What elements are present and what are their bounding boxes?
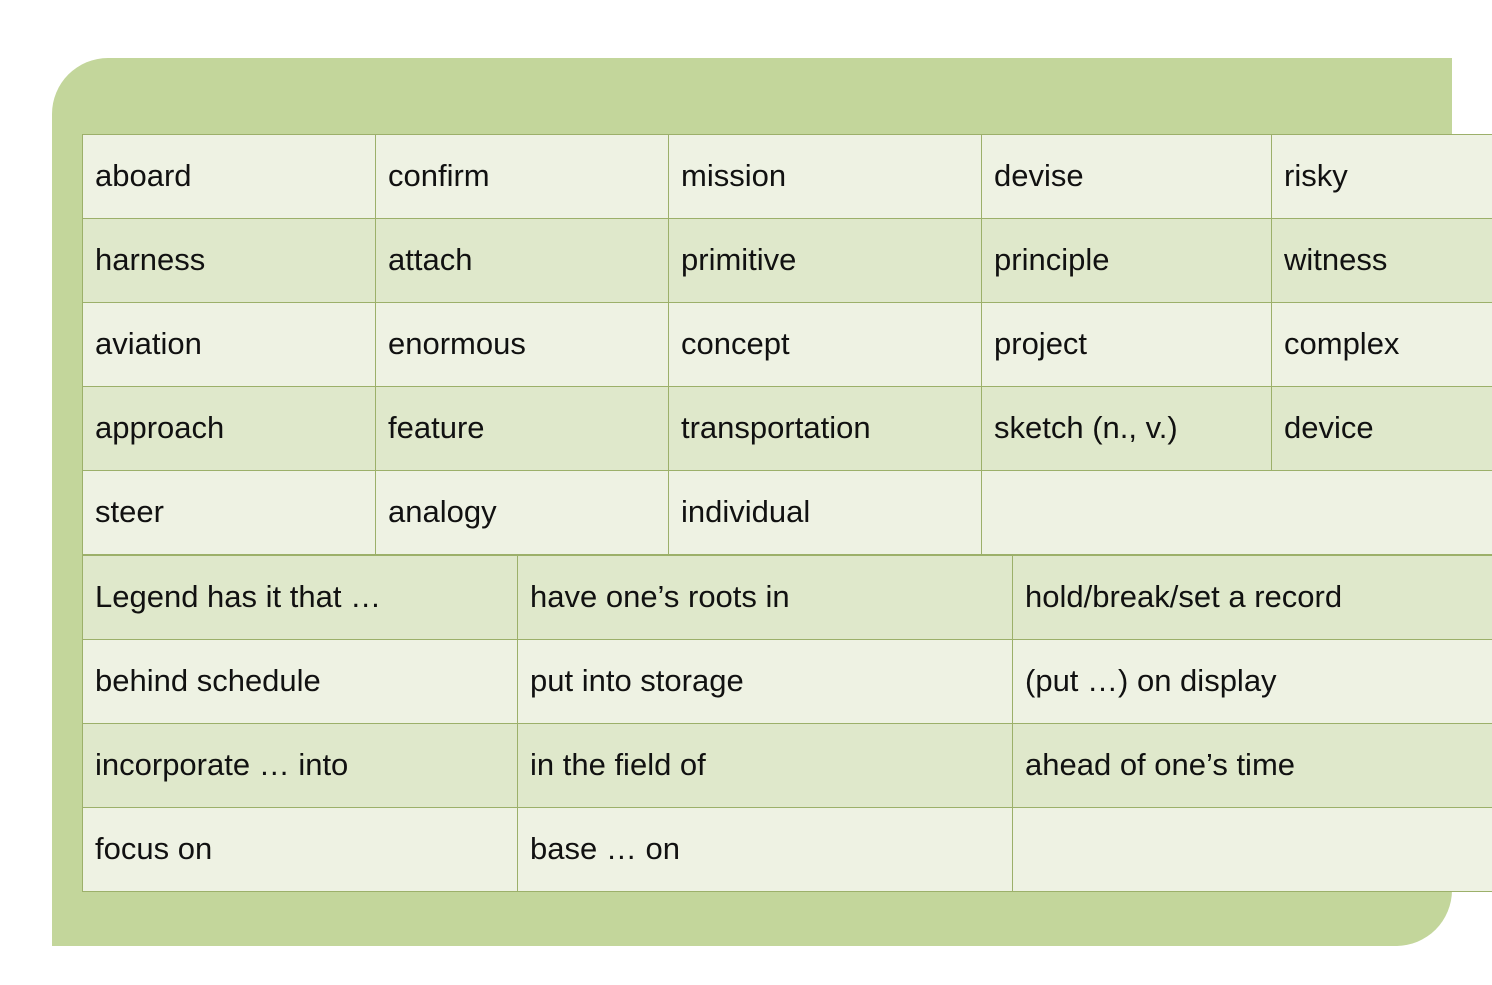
phrase-cell: in the field of <box>518 724 1013 808</box>
word-cell: aboard <box>83 135 376 219</box>
phrase-cell: ahead of one’s time <box>1013 724 1492 808</box>
table-row <box>83 135 1492 219</box>
phrase-cell: incorporate … into <box>83 724 518 808</box>
table-row <box>83 303 1492 387</box>
phrase-cell: have one’s roots in <box>518 556 1013 640</box>
word-cell: harness <box>83 219 376 303</box>
word-cell: aviation <box>83 303 376 387</box>
word-cell: analogy <box>376 471 669 555</box>
phrase-cell: Legend has it that … <box>83 556 518 640</box>
word-cell: witness <box>1272 219 1492 303</box>
phrase-cell: base … on <box>518 808 1013 892</box>
word-cell: complex <box>1272 303 1492 387</box>
word-cell: enormous <box>376 303 669 387</box>
word-cell: primitive <box>669 219 982 303</box>
table-row <box>83 387 1492 471</box>
word-cell: approach <box>83 387 376 471</box>
word-cell: feature <box>376 387 669 471</box>
word-cell: transportation <box>669 387 982 471</box>
phrase-cell: focus on <box>83 808 518 892</box>
table-row <box>83 724 1492 808</box>
word-cell: steer <box>83 471 376 555</box>
table-row <box>83 808 1492 892</box>
vocabulary-phrase-table <box>82 555 1492 892</box>
word-cell: project <box>982 303 1272 387</box>
table-row <box>83 640 1492 724</box>
word-cell: mission <box>669 135 982 219</box>
word-cell: risky <box>1272 135 1492 219</box>
table-row <box>83 471 1492 555</box>
phrase-cell: hold/break/set a record <box>1013 556 1492 640</box>
phrase-cell: behind schedule <box>83 640 518 724</box>
word-cell: principle <box>982 219 1272 303</box>
word-cell: sketch (n., v.) <box>982 387 1272 471</box>
phrase-cell: (put …) on display <box>1013 640 1492 724</box>
empty-cell <box>1013 808 1492 892</box>
vocabulary-table-wrapper <box>82 134 1418 892</box>
word-cell: individual <box>669 471 982 555</box>
table-row <box>83 219 1492 303</box>
word-cell: device <box>1272 387 1492 471</box>
phrase-cell: put into storage <box>518 640 1013 724</box>
word-cell: concept <box>669 303 982 387</box>
word-cell: attach <box>376 219 669 303</box>
word-cell: confirm <box>376 135 669 219</box>
vocabulary-word-table <box>82 134 1492 555</box>
empty-cell <box>982 471 1492 555</box>
table-row <box>83 556 1492 640</box>
word-cell: devise <box>982 135 1272 219</box>
